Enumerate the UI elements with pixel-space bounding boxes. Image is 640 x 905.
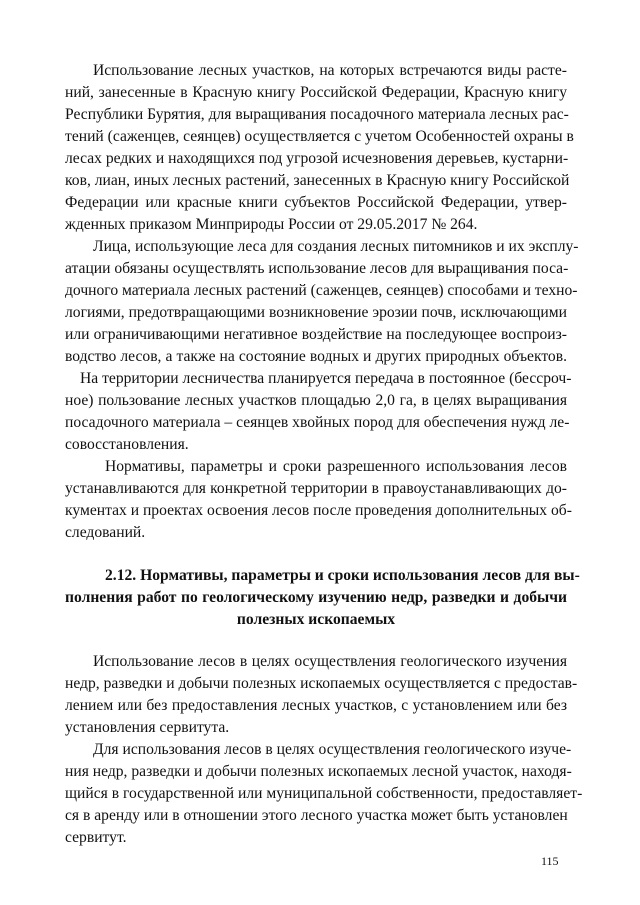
page-number: 115 <box>541 854 559 868</box>
paragraph-6-line-4: ся в аренду или в отношении этого лесного участка может быть установлен <box>65 807 568 824</box>
paragraph-5-line-3: лением или без предоставления лесных участков, с установлением или без <box>65 697 567 714</box>
paragraph-2-line-6: водство лесов, а также на состояние водных и других природных объектов. <box>65 348 567 365</box>
paragraph-6-line-1: Для использования лесов в целях осуществления геологического изуче- <box>93 741 572 758</box>
paragraph-3-line-2: ное) пользование лесных участков площадью 2,0 га, в целях выращивания <box>65 392 567 409</box>
section-heading-line-3: полезных ископаемых <box>236 611 396 628</box>
paragraph-3-line-4: совосстановления. <box>65 436 189 453</box>
paragraph-4-line-4: следований. <box>65 524 146 541</box>
paragraph-2-line-1: Лица, использующие леса для создания лесных питомников и их эксплу- <box>93 238 579 255</box>
paragraph-5-line-4: установления сервитута. <box>65 719 230 736</box>
paragraph-2-line-2: атации обязаны осуществлять использование лесов для выращивания поса- <box>65 260 569 277</box>
section-heading-line-2: полнения работ по геологическому изучению недр, разведки и добычи <box>65 589 567 606</box>
paragraph-5-line-2: недр, разведки и добычи полезных ископаемых осуществляется с предостав- <box>65 675 578 692</box>
paragraph-4-line-1: Нормативы, параметры и сроки разрешенного использования лесов <box>105 458 567 475</box>
paragraph-4-line-2: устанавливаются для конкретной территории в правоустанавливающих до- <box>65 480 567 497</box>
paragraph-6-line-2: ния недр, разведки и добычи полезных ископаемых лесной участок, находя- <box>65 763 572 780</box>
paragraph-1-line-5: лесах редких и находящихся под угрозой исчезновения деревьев, кустарни- <box>65 150 569 167</box>
section-heading-line-1: 2.12. Нормативы, параметры и сроки использования лесов для вы- <box>105 567 580 584</box>
paragraph-1-line-6: ков, лиан, иных лесных растений, занесенных в Красную книгу Российской <box>65 172 570 189</box>
paragraph-4-line-3: кументах и проектах освоения лесов после проведения дополнительных об- <box>65 502 572 519</box>
paragraph-6-line-5: сервитут. <box>65 829 127 846</box>
paragraph-1-line-8: жденных приказом Минприроды России от 29.05.2017 № 264. <box>65 216 478 233</box>
paragraph-6-line-3: щийся в государственной или муниципальной собственности, предоставляет- <box>65 785 583 802</box>
paragraph-3-line-1: На территории лесничества планируется передача в постоянное (бессроч- <box>80 370 572 387</box>
paragraph-5-line-1: Использование лесов в целях осуществления геологического изучения <box>93 653 567 670</box>
paragraph-1-line-7: Федерации или красные книги субъектов Российской Федерации, утвер- <box>65 194 567 211</box>
paragraph-2-line-3: дочного материала лесных растений (саженцев, сеянцев) способами и техно- <box>65 282 578 299</box>
paragraph-1-line-3: Республики Бурятия, для выращивания посадочного материала лесных рас- <box>65 106 569 123</box>
paragraph-1-line-1: Использование лесных участков, на которых встречаются виды расте- <box>93 62 567 79</box>
paragraph-2-line-5: или ограничивающими негативное воздействие на последующее воспроиз- <box>65 326 567 343</box>
paragraph-1-line-2: ний, занесенные в Красную книгу Российской Федерации, Красную книгу <box>65 84 567 101</box>
paragraph-2-line-4: логиями, предотвращающими возникновение эрозии почв, исключающими <box>65 304 567 321</box>
paragraph-3-line-3: посадочного материала – сеянцев хвойных пород для обеспечения нужд ле- <box>65 414 570 431</box>
paragraph-1-line-4: тений (саженцев, сеянцев) осуществляется с учетом Особенностей охраны в <box>65 128 574 145</box>
